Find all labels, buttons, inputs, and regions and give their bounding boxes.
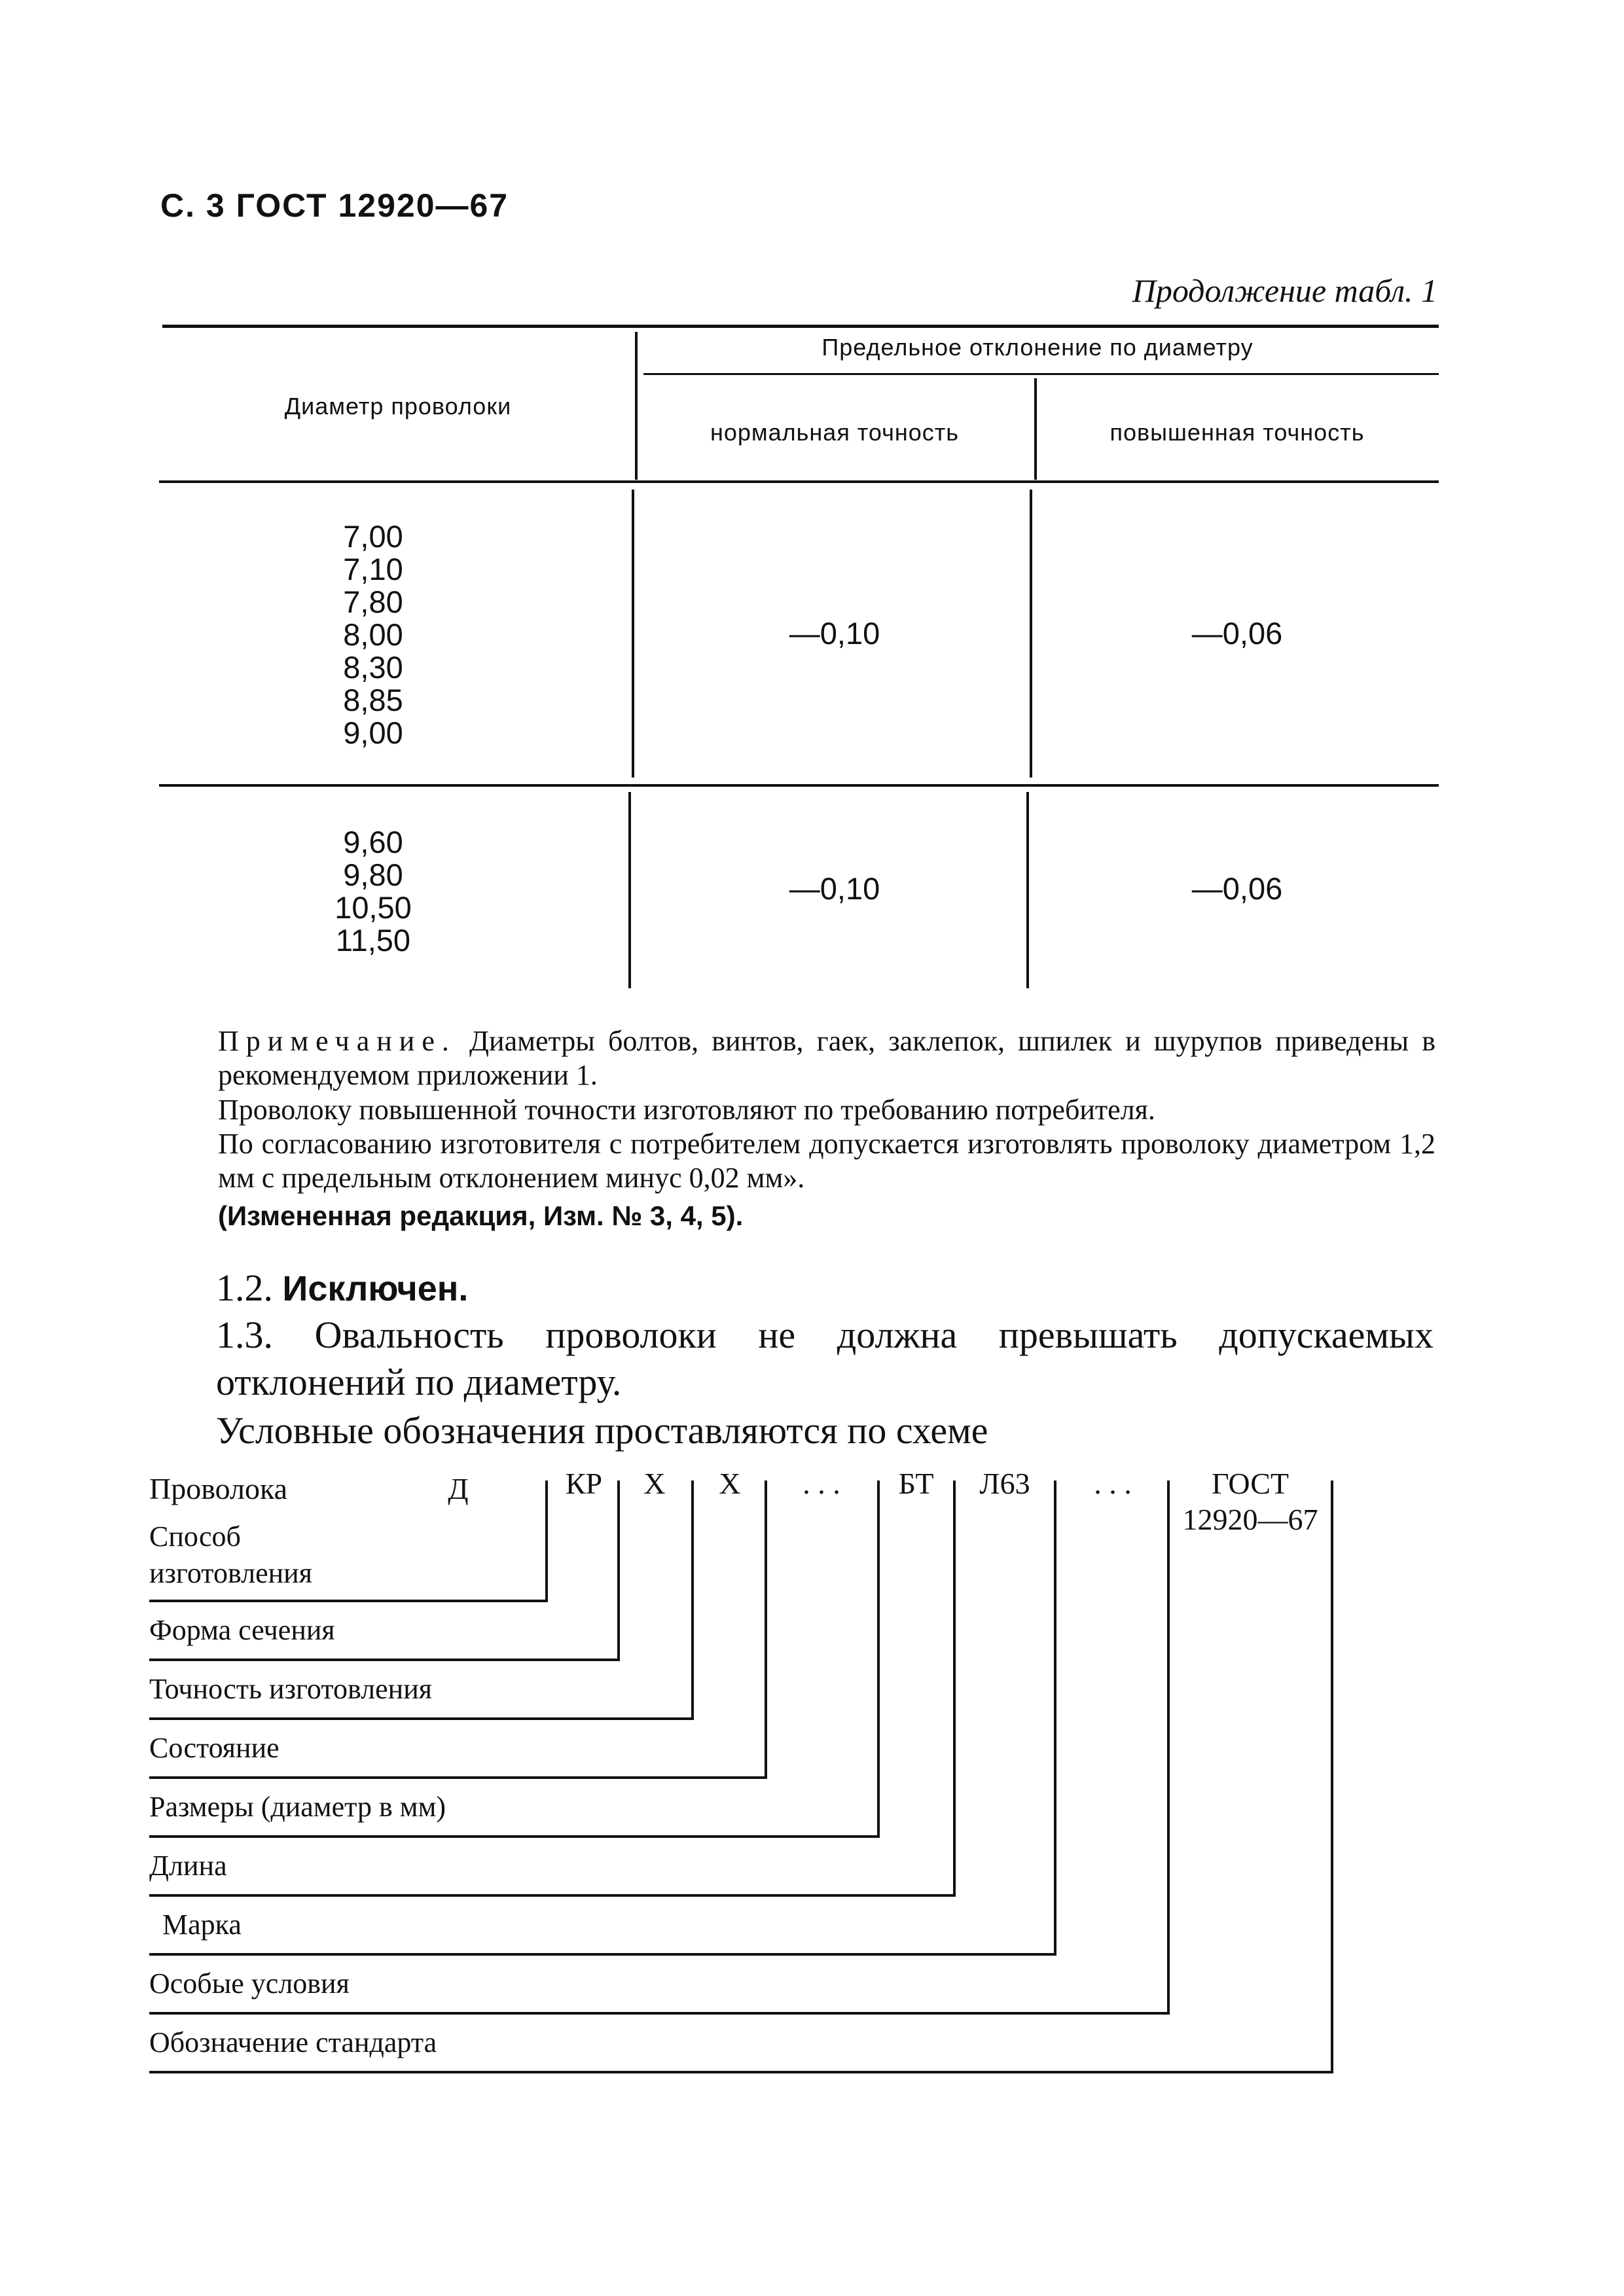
scheme-label-condition: Состояние [149, 1732, 280, 1764]
diameter-value: 11,50 [335, 923, 411, 958]
scheme-label-method: Способ изготовления [149, 1520, 312, 1589]
note-label: Примечание. [218, 1025, 456, 1057]
group-1-increased-deviation: —0,06 [1191, 616, 1283, 651]
col-header-diameter: Диаметр проволоки [284, 393, 512, 420]
col-header-increased: повышенная точность [1110, 419, 1365, 446]
diameter-value: 10,50 [334, 890, 412, 925]
scheme-label-section-shape: Форма сечения [149, 1614, 335, 1646]
section-1-2-number: 1.2. [216, 1266, 273, 1309]
scheme-token-l63: Л63 [979, 1467, 1030, 1500]
scheme-token-x2: Х [719, 1467, 741, 1500]
table-continuation-label: Продолжение табл. 1 [1132, 272, 1437, 309]
scheme-label-size: Размеры (диаметр в мм) [149, 1791, 446, 1823]
diameter-value: 8,30 [343, 650, 403, 685]
scheme-token-gost-number: 12920—67 [1182, 1503, 1318, 1536]
group-1-normal-deviation: —0,10 [789, 616, 880, 651]
scheme-token-dots-1: . . . [803, 1467, 840, 1500]
scheme-token-dots-2: . . . [1094, 1467, 1132, 1500]
scheme-token-x1: Х [643, 1467, 666, 1500]
note-text-1: Диаметры болтов, винтов, гаек, заклепок, шпилек и шурупов приведены в рекомендуемом приложении 1. [218, 1025, 1436, 1091]
group-2-normal-deviation: —0,10 [789, 871, 880, 906]
diameter-value: 7,00 [343, 519, 403, 554]
diameter-value: 9,00 [343, 715, 403, 750]
page-header: С. 3 ГОСТ 12920—67 [160, 187, 509, 224]
diameter-value: 8,00 [343, 617, 403, 652]
diameter-value: 9,60 [343, 825, 403, 859]
revision-note: (Измененная редакция, Изм. № 3, 4, 5). [218, 1200, 744, 1231]
diameter-value: 7,80 [343, 584, 403, 619]
scheme-label-special-conditions: Особые условия [149, 1967, 350, 2000]
col-header-deviation: Предельное отклонение по диаметру [821, 334, 1254, 361]
scheme-label-length: Длина [149, 1850, 227, 1882]
scheme-label-standard: Обозначение стандарта [149, 2026, 437, 2058]
scheme-token-bt: БТ [898, 1467, 934, 1500]
scheme-token-kr: КР [565, 1467, 603, 1500]
group-2-increased-deviation: —0,06 [1191, 871, 1283, 906]
note-paragraph-3: По согласованию изготовителя с потребителем допускается изготовлять проволоку диаметром 1,2 мм с предельным отклонением минус 0,02 мм». [218, 1128, 1435, 1194]
diameter-value: 7,10 [343, 552, 403, 586]
note-paragraph-2: Проволоку повышенной точности изготовляют по требованию потребителя. [218, 1094, 1155, 1126]
section-1-3: 1.3. Овальность проволоки не должна превышать допускаемых отклонений по диаметру. [216, 1314, 1434, 1403]
col-header-normal: нормальная точность [710, 419, 960, 446]
section-1-2-text: Исключен. [282, 1269, 469, 1308]
scheme-label-accuracy: Точность изготовления [149, 1673, 432, 1705]
scheme-token-gost: ГОСТ [1211, 1467, 1289, 1500]
scheme-label-grade: Марка [162, 1909, 242, 1941]
diameter-value: 8,85 [343, 683, 403, 717]
scheme-intro: Условные обозначения проставляются по схеме [216, 1409, 988, 1452]
scheme-token-d: Д [448, 1472, 469, 1505]
diameter-value: 9,80 [343, 857, 403, 892]
scheme-token-product: Проволока [149, 1472, 288, 1505]
